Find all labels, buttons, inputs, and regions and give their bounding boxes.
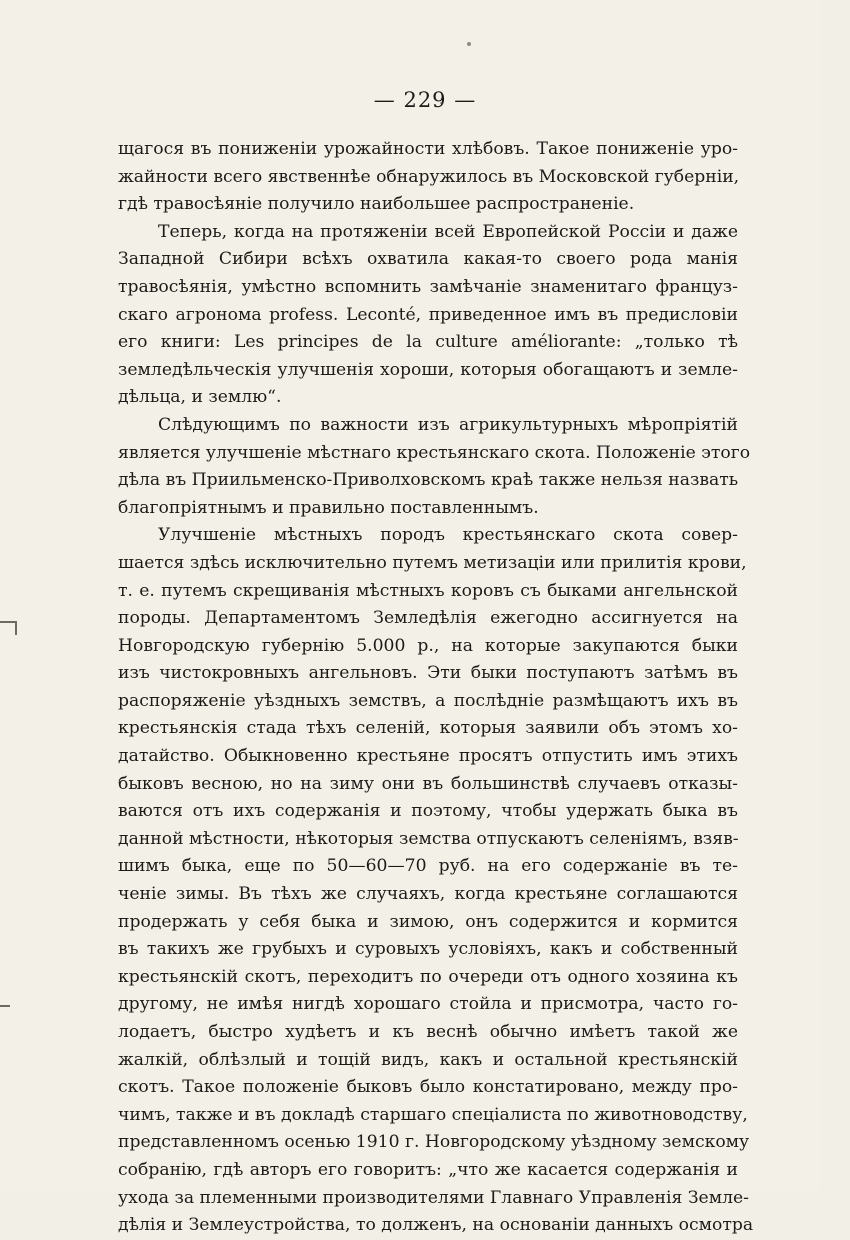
crop-mark (0, 621, 16, 623)
text-line: породы. Департаментомъ Земледѣлія ежегодно ассигнуется на (118, 608, 738, 629)
text-line: Теперь, когда на протяженіи всей Европейской Россіи и даже (158, 221, 738, 242)
text-line: скотъ. Такое положеніе быковъ было констатировано, между про- (118, 1077, 738, 1098)
page-number: — 229 — (373, 88, 477, 112)
text-line: представленномъ осенью 1910 г. Новгородскому уѣздному земскому (118, 1132, 750, 1153)
text-line: шается здѣсь исключительно путемъ метизаціи или прилитія крови, (118, 552, 747, 573)
text-line: датайство. Обыкновенно крестьяне просятъ отпустить имъ этихъ (118, 746, 738, 767)
text-line: его книги: Les principes de la culture améliorante: „только тѣ (118, 332, 738, 353)
crop-mark (15, 621, 17, 635)
text-line: шимъ быка, еще по 50—60—70 руб. на его содержаніе въ те- (118, 856, 738, 877)
text-line: крестьянскій скотъ, переходитъ по очереди отъ одного хозяина къ (118, 966, 738, 987)
text-line: ваются отъ ихъ содержанія и поэтому, чтобы удержать быка въ (118, 801, 738, 822)
text-line: жайности всего явственнѣе обнаружилось въ Московской губерніи, (118, 166, 740, 187)
text-line: Улучшеніе мѣстныхъ породъ крестьянскаго скота совер- (158, 525, 738, 546)
crop-mark (0, 1005, 10, 1007)
text-line: дѣла въ Приильменско-Приволховскомъ краѣ также нельзя назвать (118, 470, 739, 491)
text-line: гдѣ травосѣяніе получило наибольшее распространеніе. (118, 194, 635, 215)
text-line: т. е. путемъ скрещиванія мѣстныхъ коровъ съ быками ангельнской (118, 580, 738, 601)
body-text (118, 136, 754, 1240)
text-line: травосѣянія, умѣстно вспомнить замѣчаніе знаменитаго француз- (118, 276, 738, 297)
text-line: въ такихъ же грубыхъ и суровыхъ условіяхъ, какъ и собственный (118, 939, 738, 960)
text-line: дѣльца, и землю“. (118, 387, 282, 408)
text-line: распоряженіе уѣздныхъ земствъ, а послѣдніе размѣщаютъ ихъ въ (118, 690, 738, 711)
text-line: чимъ, также и въ докладѣ старшаго спеціалиста по животноводству, (118, 1104, 748, 1125)
text-line: земледѣльческія улучшенія хороши, которыя обогащаютъ и земле- (118, 359, 738, 380)
text-line: является улучшеніе мѣстнаго крестьянскаго скота. Положеніе этого (118, 442, 751, 463)
text-line: другому, не имѣя нигдѣ хорошаго стойла и присмотра, часто го- (118, 994, 738, 1015)
text-line: ченіе зимы. Въ тѣхъ же случаяхъ, когда крестьяне соглашаются (118, 884, 738, 905)
text-line: Слѣдующимъ по важности изъ агрикультурныхъ мѣропріятій (158, 414, 738, 435)
text-line: быковъ весною, но на зиму они въ большинствѣ случаевъ отказы- (118, 773, 738, 794)
text-line: дѣлія и Землеустройства, то долженъ, на основаніи данныхъ осмотра (118, 1215, 754, 1236)
text-line: благопріятнымъ и правильно поставленнымъ. (118, 497, 539, 518)
text-line: скаго агронома profess. Leconté, приведенное имъ въ предисловіи (118, 304, 738, 325)
text-line: Новгородскую губернію 5.000 р., на которые закупаются быки (118, 635, 738, 656)
text-line: лодаетъ, быстро худѣетъ и къ веснѣ обычно имѣетъ такой же (118, 1022, 738, 1042)
text-line: крестьянскія стада тѣхъ селеній, которыя заявили объ этомъ хо- (118, 718, 738, 739)
text-line: данной мѣстности, нѣкоторыя земства отпускаютъ селеніямъ, взяв- (118, 828, 739, 849)
text-line: изъ чистокровныхъ ангельновъ. Эти быки поступаютъ затѣмъ въ (118, 663, 738, 684)
paper-speck (467, 42, 471, 46)
text-line: ухода за племенными производителями Главнаго Управленія Земле- (118, 1187, 749, 1208)
text-line: Западной Сибири всѣхъ охватила какая-то своего рода манія (118, 249, 738, 270)
text-line: жалкій, облѣзлый и тощій видъ, какъ и остальной крестьянскій (118, 1049, 738, 1070)
text-line: собранію, гдѣ авторъ его говоритъ: „что же касается содержанія и (118, 1159, 738, 1180)
text-line: щагося въ пониженіи урожайности хлѣбовъ. Такое пониженіе уро- (118, 139, 738, 159)
text-line: продержать у себя быка и зимою, онъ содержится и кормится (118, 911, 738, 932)
